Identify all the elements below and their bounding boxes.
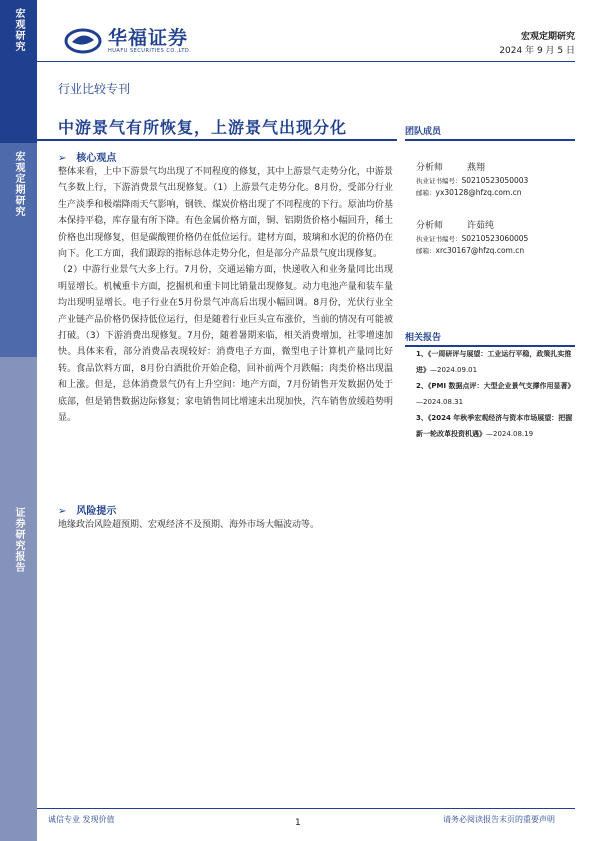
related-report-item[interactable]	[416, 346, 576, 378]
core-paragraph: 整体来看，上中下游景气均出现了不同程度的修复，其中上游景气走势分化，中游景气多数上行，下游消费景气出现修复。（1）上游景气走势分化。8月份，受部分行业生产淡季和极端降雨天气影响，钢铁、煤炭价格出现了不同程度的下行。原油均价基本保持平稳，库存量有所下降。有色金属价格方面，铜、铝期货价格小幅回升，稀土价格也出现修复，但是碳酸锂价格仍在低位运行。建材方面，玻璃和水泥的价格仍在向下。化工方面，我们跟踪的指标总体走势分化，但是部分产品景气度出现修复。	[58, 167, 393, 260]
side-label-securities	[0, 357, 37, 841]
core-heading	[58, 149, 116, 164]
cert-label: 执业证书编号：	[416, 177, 462, 185]
analyst-email[interactable]: xrc30167@hfzq.com.cn	[435, 246, 525, 255]
title-underline	[37, 139, 397, 141]
risk-heading-text: 风险提示	[76, 506, 117, 517]
side-label-macro	[0, 0, 37, 143]
page-title: 中游景气有所恢复，上游景气出现分化	[58, 118, 348, 137]
related-report-item[interactable]	[416, 378, 576, 410]
related-report-title[interactable]: 1、《一周研评与展望：工业运行平稳，政策扎实推进》	[416, 350, 572, 374]
analyst-name: 燕翔	[467, 163, 486, 173]
footer-slogan: 诚信专业 发现价值	[48, 815, 115, 824]
logo-chinese-name: 华福证券	[108, 27, 189, 49]
logo-emblem-icon	[64, 28, 102, 54]
footer-divider	[37, 808, 575, 809]
email-label: 邮箱：	[416, 247, 436, 255]
company-logo	[64, 28, 191, 54]
analyst-email[interactable]: yx30128@hfzq.com.cn	[435, 188, 522, 197]
analyst-card	[416, 161, 576, 199]
side-label-text: 宏观定期研究	[13, 151, 24, 217]
related-report-date: —2024.08.19	[486, 430, 534, 438]
analyst-card	[416, 219, 576, 257]
related-report-date: —2024.09.01	[430, 366, 478, 374]
report-type: 宏观定期研究	[520, 32, 575, 42]
risk-heading	[58, 502, 116, 517]
team-heading: 团队成员	[405, 124, 575, 141]
email-label: 邮箱：	[416, 189, 436, 197]
report-date: 2024 年 9 月 5 日	[499, 46, 575, 56]
page-number: 1	[295, 818, 301, 828]
side-label-periodic	[0, 143, 37, 357]
related-heading: 相关报告	[405, 330, 575, 347]
cert-number: S0210523060005	[461, 234, 529, 243]
footer-disclaimer: 请务必阅读报告末页的重要声明	[443, 815, 555, 824]
analyst-role: 分析师	[416, 221, 444, 231]
related-report-item[interactable]	[416, 410, 576, 442]
side-label-text: 宏观研究	[13, 8, 24, 52]
related-report-title[interactable]: 2、《PMI 数据点评：大型企业景气支撑作用显著》	[416, 382, 575, 390]
core-paragraph: （2）中游行业景气大多上行。7月份，交通运输方面，快递收入和业务量同比出现明显增长。机械重卡方面，挖掘机和重卡同比销量出现修复。动力电池产量和装车量均出现明显增长。电子行业在5月份景气冲高后出现小幅回调。8月份，光伏行业全产业链产品价格仍保持低位运行，但是随着行业巨头宣布涨价，当前的情况有可能被打破。（3）下游消费出现修复。7月份，随着暑期来临，相关消费增加，社零增速加快。具体来看，部分消费品表现较好：消费电子方面，微型电子计算机产量同比好转。食品饮料方面，8月份白酒批价开始企稳，回补前两个月跌幅；肉类价格出现温和上涨。但是，总体消费景气仍有上升空间：地产方面，7月份销售开发数据仍处于底部，但是销售数据边际修复；家电销售同比增速未出现加快，汽车销售放缓趋势明显。	[58, 265, 393, 424]
cert-number: S0210523050003	[461, 176, 529, 185]
arrow-bullet-icon: ➢	[58, 506, 67, 517]
analyst-role: 分析师	[416, 163, 444, 173]
core-heading-text: 核心观点	[76, 153, 117, 164]
cert-label: 执业证书编号：	[416, 235, 462, 243]
analyst-name: 许茹纯	[467, 221, 495, 231]
logo-english-name: HUAFU SECURITIES CO.,LTD.	[108, 48, 192, 54]
risk-text: 地缘政治风险超预期、宏观经济不及预期、海外市场大幅波动等。	[58, 520, 320, 530]
related-report-list	[416, 346, 576, 442]
related-report-date: —2024.08.31	[416, 398, 464, 406]
core-body	[58, 164, 393, 427]
related-report-title[interactable]: 3、《2024 年秋季宏观经济与资本市场展望：把握新一轮改革投资机遇》	[416, 414, 573, 438]
risk-body	[58, 517, 393, 533]
header-meta	[499, 30, 575, 58]
document-type: 行业比较专刊	[58, 82, 131, 96]
header-divider	[37, 61, 575, 62]
side-strip	[0, 0, 37, 841]
side-label-text: 证券研究报告	[13, 507, 24, 573]
arrow-bullet-icon: ➢	[58, 153, 67, 164]
